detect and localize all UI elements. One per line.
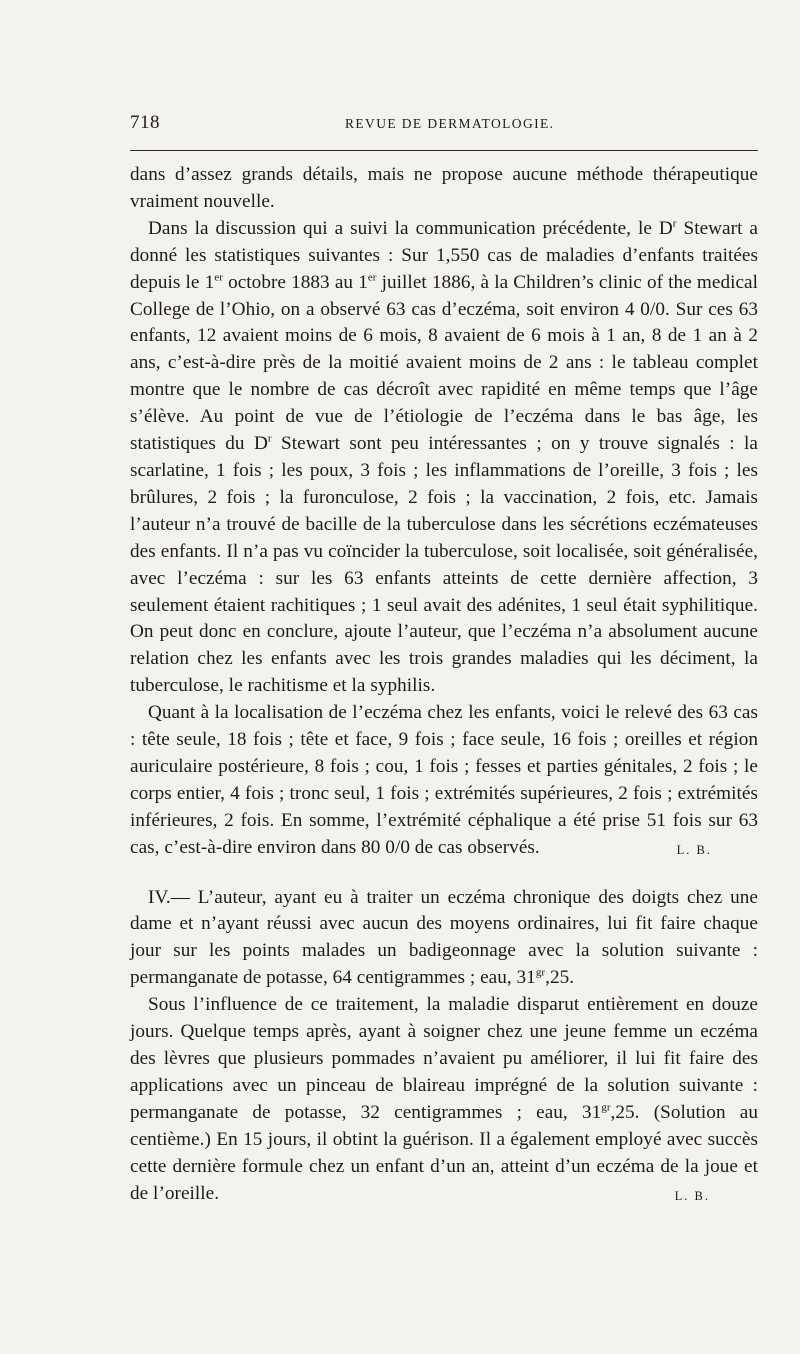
paragraph-5-text-a: Sous l’influence de ce traitement, la maladie disparut entièrement en douze jours. Quelque temps après, ayant à soigner chez une jeune femme un eczéma des lèvres que plusieurs pommades n’avaient pu améliorer, il lui fit faire des applications avec un pinceau de blaireau imprégné de la solution suivante : permanganate de potasse, 32 centigrammes ; eau, 31 bbox=[130, 994, 758, 1123]
superscript: r bbox=[672, 217, 677, 230]
paragraph-5-text-b: ,25. (Solution au centième.) En 15 jours, il obtint la guérison. Il a également employé avec succès cette dernière formule chez un enfant d’un an, atteint d’un eczéma de la joue et de l’oreille. bbox=[130, 1101, 758, 1204]
paragraph-2-text-c: octobre 1883 au 1 bbox=[222, 271, 368, 293]
superscript: er bbox=[367, 271, 377, 284]
paragraph-4-text-b: ,25. bbox=[545, 967, 575, 989]
superscript: gr bbox=[535, 966, 546, 979]
paragraph-2-text-d: juillet 1886, à la Children’s clinic of the medical College de l’Ohio, on a observé 63 cas d’eczéma, soit environ 4 0/0. Sur ces 63 enfants, 12 avaient moins de 6 mois, 8 avaient de 6 mois à 1 an, 8 de 1 an à 2 ans, c’est-à-dire près de la moitié avaient moins de 2 ans : le tableau complet montre que le nombre de cas décroît avec rapidité en même temps que l’âge s’élève. Au point de vue de l’étiologie de l’eczéma dans le bas âge, les statistiques du D bbox=[130, 271, 758, 455]
paragraph-3-text: Quant à la localisation de l’eczéma chez les enfants, voici le relevé des 63 cas : tête seule, 18 fois ; tête et face, 9 fois ; face seule, 16 fois ; oreilles et région auriculaire postérieure, 8 fois ; cou, 1 fois ; fesses et parties génitales, 2 fois ; le corps entier, 4 fois ; tronc seul, 1 fois ; extrémités supérieures, 2 fois ; extrémités inférieures, 2 fois. En somme, l’extrémité céphalique a été prise 51 fois sur 63 cas, c’est-à-dire environ dans 80 0/0 de cas observés. bbox=[130, 702, 758, 858]
page-header bbox=[130, 112, 758, 142]
paragraph-4 bbox=[130, 885, 758, 993]
paragraph-4-text-a: IV.— L’auteur, ayant eu à traiter un eczéma chronique des doigts chez une dame et n’ayant réussi avec aucun des moyens ordinaires, lui fit faire chaque jour sur les points malades un badigeonnage avec la solution suivante : permanganate de potasse, 64 centigrammes ; eau, 31 bbox=[130, 886, 758, 989]
running-head: REVUE DE DERMATOLOGIE. bbox=[345, 116, 555, 131]
paragraph-1 bbox=[130, 162, 758, 216]
paragraph-2 bbox=[130, 216, 758, 700]
author-signature: L. B. bbox=[674, 1188, 710, 1203]
paragraph-2-text-e: Stewart sont peu intéressantes ; on y trouve signalés : la scarlatine, 1 fois ; les poux, 3 fois ; les inflammations de l’oreille, 3 fois ; les brûlures, 2 fois ; la furonculose, 2 fois ; la vaccination, 2 fois, etc. Jamais l’auteur n’a trouvé de bacille de la tuberculose dans les sécrétions eczémateuses des enfants. Il n’a pas vu coïncider la tuberculose, soit localisée, soit généralisée, avec l’eczéma : sur les 63 enfants atteints de cette dernière affection, 3 seulement étaient rachitiques ; 1 seul avait des adénites, 1 seul était syphilitique. On peut donc en conclure, ajoute l’auteur, que l’eczéma n’a absolument aucune relation chez les enfants avec les trois grandes maladies qui les déciment, la tuberculose, le rachitisme et la syphilis. bbox=[130, 433, 759, 697]
paragraph-2-text-a: Dans la discussion qui a suivi la communication précédente, le D bbox=[148, 217, 673, 239]
superscript: gr bbox=[601, 1101, 611, 1114]
paragraph-3 bbox=[130, 700, 758, 861]
paragraph-1-text: dans d’assez grands détails, mais ne propose aucune méthode thérapeutique vraiment nouvelle. bbox=[130, 164, 758, 212]
page-number: 718 bbox=[130, 112, 160, 133]
header-rule bbox=[130, 150, 758, 151]
paragraph-2-text-b: Stewart a donné les statistiques suivantes : Sur 1,550 cas de maladies d’enfants traitées depuis le 1 bbox=[130, 217, 758, 293]
superscript: r bbox=[267, 432, 272, 445]
superscript: er bbox=[214, 271, 223, 284]
author-signature: L. B. bbox=[676, 842, 712, 857]
paragraph-5 bbox=[130, 992, 758, 1207]
body-text bbox=[130, 162, 758, 1209]
